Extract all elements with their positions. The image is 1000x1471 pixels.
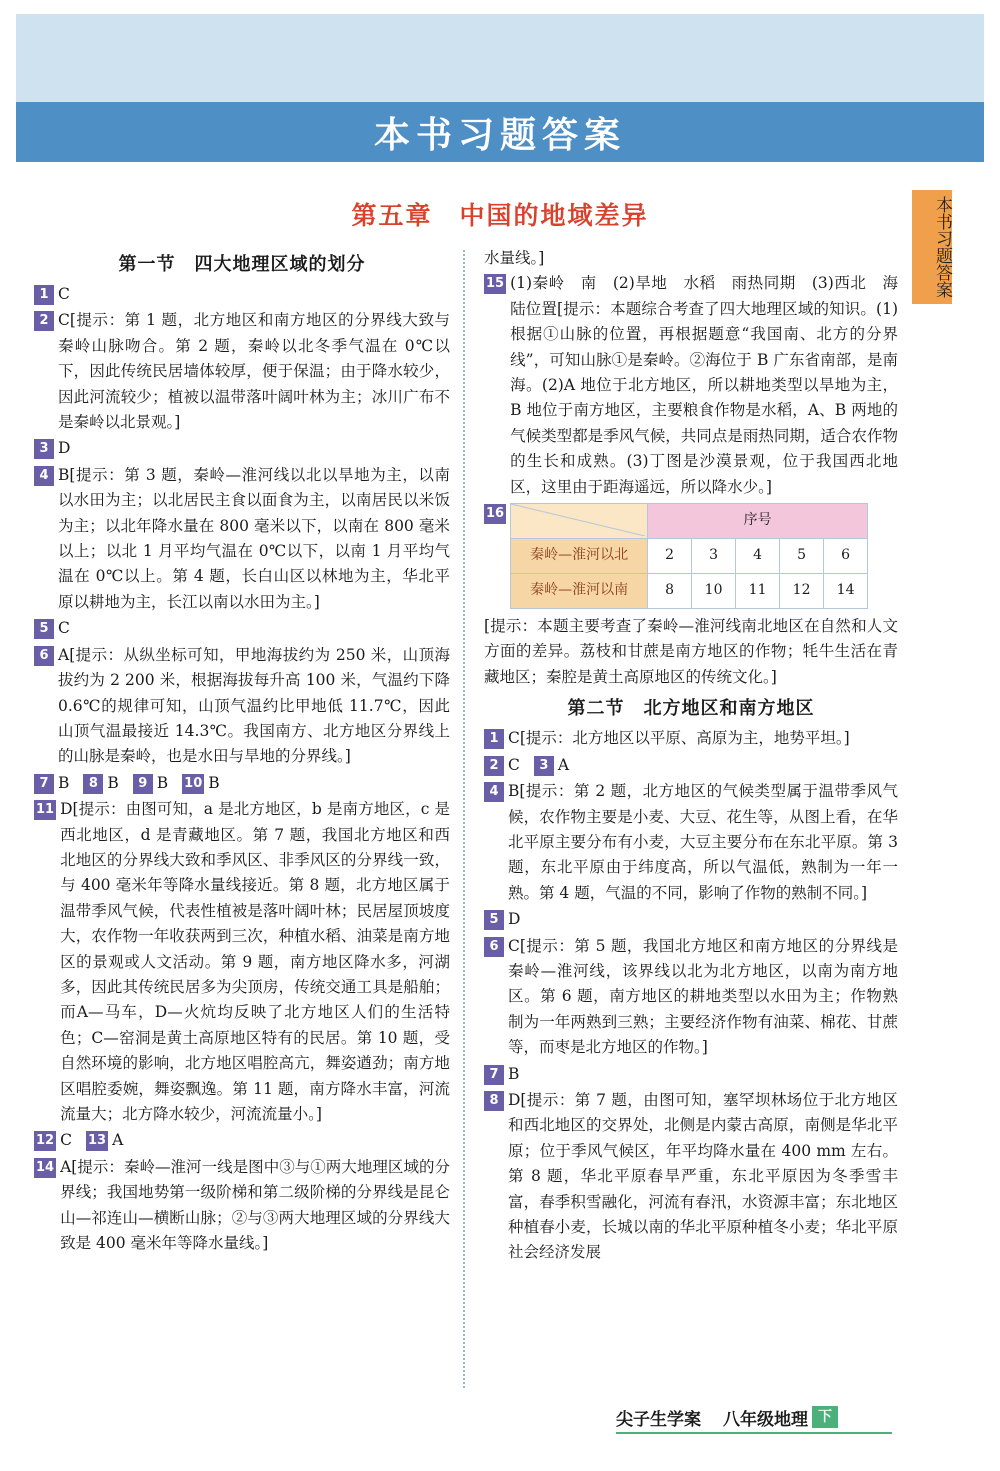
- answer-text: C: [58, 619, 70, 638]
- question-number-badge: 12: [34, 1131, 56, 1151]
- answer-item: [484, 1088, 898, 1266]
- answer-text: C: [508, 755, 520, 774]
- table-cell: 12: [780, 574, 824, 609]
- answer-text: B: [156, 773, 169, 792]
- table-cell: 5: [780, 539, 824, 574]
- answer-row-2-3: [484, 753, 898, 778]
- question-number-badge: 5: [34, 619, 54, 639]
- answer-item: [182, 771, 219, 796]
- chapter-title: 第五章 中国的地域差异: [351, 201, 649, 230]
- answer-item: [534, 753, 569, 778]
- question-number-badge: 6: [484, 937, 504, 957]
- table-cell: 4: [736, 539, 780, 574]
- left-column: [34, 248, 450, 1257]
- page-footer: [616, 1402, 892, 1434]
- answer-item: [484, 934, 898, 1061]
- answer-text: D[提示：第 7 题，由图可知，塞罕坝林场位于北方地区和西北地区的交界处，北侧是内蒙古高原，南侧是华北平原；位于季风气候区，年平均降水量在 400 mm 左右。第 8 题，华北平原春旱严重，东北平原因为冬季雪丰富，春季积雪融化，河流有春汛，水资源丰富；东北地区种植春小麦，长城以南的华北平原种植冬小麦；华北平原社会经济发展: [508, 1090, 898, 1262]
- answer-item: [34, 797, 450, 1127]
- table-cell: 3: [692, 539, 736, 574]
- answer-item: [484, 779, 898, 906]
- answer-item: [484, 271, 898, 500]
- answer-item: [34, 1128, 72, 1153]
- question-number-badge: 9: [133, 774, 153, 794]
- answer-item: [34, 1155, 450, 1257]
- question-number-badge: 15: [484, 274, 506, 294]
- table-diagonal-cell: [511, 504, 648, 539]
- answer-text: B: [208, 773, 220, 792]
- answer-row-7-10: [34, 771, 450, 796]
- answer-item-table: [484, 501, 898, 613]
- question-number-badge: 3: [34, 439, 54, 459]
- top-color-band: [16, 14, 984, 102]
- table-row: [511, 539, 868, 574]
- answer-text: A: [112, 1131, 124, 1150]
- answer-text: (1)秦岭 南 (2)旱地 水稻 雨热同期 (3)西北 海陆位置[提示：本题综合考查了四大地理区域的知识。(1)根据①山脉的位置，再根据题意“我国南、北方的分界线”，可知山脉①是秦岭。②海位于 B 广东省南部，是南海。(2)A 地位于北方地区，所以耕地类型以旱地为主，B 地位于南方地区，主要粮食作物是水稻，A、B 两地的气候类型都是季风气候，共同点是雨热同期，适合农作物的生长和成熟。(3)丁图是沙漠景观，位于我国西北地区，这里由于距海遥远，所以降水少。]: [510, 274, 898, 496]
- answer-text: A[提示：秦岭—淮河一线是图中③与①两大地理区域的分界线；我国地势第一级阶梯和第二级阶梯的分界线是昆仑山—祁连山—横断山脉；②与③两大地理区域的分界线大致是 400 毫米年等降水量线。]: [60, 1157, 450, 1253]
- table-cell: 8: [648, 574, 692, 609]
- question-number-badge: 8: [484, 1091, 504, 1111]
- answer-item: [484, 726, 898, 751]
- answer-text: B: [508, 1064, 520, 1083]
- question-number-badge: 7: [34, 774, 54, 794]
- table-header: 序号: [648, 504, 868, 539]
- answer-item: [133, 771, 168, 796]
- answer-text: C: [60, 1131, 72, 1150]
- answer-text: A[提示：从纵坐标可知，甲地海拔约为 250 米，山顶海拔约为 2 200 米，根据海拔每升高 100 米，气温约下降 0.6℃的规律可知，山顶气温约比甲地低 11.7℃，因此山顶气温最接近 14.3℃。我国南方、北方地区分界线上的山脉是秦岭，也是水田与旱地的分界线。]: [58, 645, 450, 766]
- answer-item: [34, 308, 450, 435]
- answer-item: [484, 907, 898, 932]
- question-number-badge: 4: [484, 782, 504, 802]
- answer-item: [34, 436, 450, 461]
- answer-note: [提示：本题主要考查了秦岭—淮河线南北地区在自然和人文方面的差异。荔枝和甘蔗是南方地区的作物；牦牛生活在青藏地区；秦腔是黄土高原地区的传统文化。]: [484, 617, 898, 686]
- right-column: [484, 246, 898, 1267]
- question-number-badge: 8: [83, 774, 103, 794]
- answer-text: C[提示：第 1 题，北方地区和南方地区的分界线大致与秦岭山脉吻合。第 2 题，秦岭以北冬季气温在 0℃以下，因此传统民居墙体较厚，便于保温；由于降水较少，因此河流较少；植被以温带落叶阔叶林为主；冰川广布不是秦岭以北景观。]: [58, 311, 450, 432]
- question-number-badge: 7: [484, 1065, 504, 1085]
- answer-text: D[提示：由图可知，a 是北方地区，b 是南方地区，c 是西北地区，d 是青藏地区。第 7 题，我国北方地区和西北地区的分界线大致和季风区、非季风区的分界线一致，与 400 毫米年等降水量线接近。第 8 题，北方地区属于温带季风气候，代表性植被是落叶阔叶林；民居屋顶坡度大，农作物一年收获两到三次，种植水稻、油菜是南方地区的景观或人文活动。第 9 题，南方地区降水多，河湖多，因此其传统民居多为尖顶房，传统交通工具是船舶；而A—马车，D—火炕均反映了北方地区人们的生活特色；C—窑洞是黄土高原地区特有的民居。第 10 题，受自然环境的影响，北方地区唱腔高亢，舞姿遒劲；南方地区唱腔委婉，舞姿飘逸。第 11 题，南方降水丰富，河流流量大；北方降水较少，河流流量小。]: [60, 800, 450, 1123]
- section-1-title: 第一节 四大地理区域的划分: [118, 254, 366, 275]
- question-number-badge: 10: [182, 774, 204, 794]
- question-number-badge: 11: [34, 800, 56, 820]
- answer-item: [34, 463, 450, 615]
- answer-text: B: [58, 773, 70, 792]
- question-number-badge: 4: [34, 466, 54, 486]
- table-cell: 6: [824, 539, 868, 574]
- column-divider: [463, 250, 465, 1388]
- answer-item: [83, 771, 118, 796]
- question-number-badge: 14: [34, 1158, 56, 1178]
- answer-text: B[提示：第 3 题，秦岭—淮河线以北以旱地为主，以南以水田为主；以北居民主食以面食为主，以南居民以米饭为主；以北年降水量在 800 毫米以下，以南在 800 毫米以上；以北 1 月平均气温在 0℃以下，以南 1 月平均气温在 0℃以上。第 4 题，长白山区以林地为主，华北平原以耕地为主，长江以南以水田为主。]: [58, 465, 450, 611]
- answer-item: [34, 616, 450, 641]
- page-banner-title: 本书习题答案: [16, 102, 984, 162]
- question-number-badge: 6: [34, 646, 54, 666]
- table-cell: 10: [692, 574, 736, 609]
- answer-text: C[提示：第 5 题，我国北方地区和南方地区的分界线是秦岭—淮河线，该界线以北为北方地区，以南为南方地区。第 6 题，南方地区的耕地类型以水田为主；作物熟制为一年两熟到三熟；主要经济作物有油菜、棉花、甘蔗等，而枣是北方地区的作物。]: [508, 936, 898, 1057]
- answer-text: C: [58, 285, 70, 303]
- answer-item: [34, 643, 450, 770]
- table-cell: 2: [648, 539, 692, 574]
- answer-item: [34, 771, 69, 796]
- answer-text: D: [58, 439, 71, 458]
- diagonal-line: [511, 504, 645, 536]
- answer-item: [86, 1128, 123, 1153]
- answer-item: [484, 1062, 898, 1087]
- question-number-badge: 5: [484, 910, 504, 930]
- question-number-badge: 2: [484, 756, 504, 776]
- continued-text: 水量线。]: [484, 249, 545, 267]
- footer-subject: 八年级地理: [723, 1409, 808, 1430]
- table-row-label: 秦岭—淮河以南: [511, 574, 648, 609]
- footer-book-title: 尖子生学案: [616, 1409, 701, 1430]
- question-number-badge: 13: [86, 1131, 108, 1151]
- table-row: [511, 574, 868, 609]
- answer-text: A: [557, 755, 570, 774]
- side-tab-label: 本书习题答案: [912, 190, 952, 304]
- question-number-badge: 3: [534, 756, 554, 776]
- answer-item: [484, 753, 520, 778]
- question-number-badge: 1: [484, 729, 504, 749]
- answer-text: D: [508, 910, 521, 929]
- table-cell: 14: [824, 574, 868, 609]
- answer-text: C[提示：北方地区以平原、高原为主，地势平坦。]: [508, 729, 850, 748]
- section-2-title: 第二节 北方地区和南方地区: [567, 698, 815, 720]
- question-number-badge: 2: [34, 311, 54, 331]
- question-number-badge: 1: [34, 285, 54, 305]
- answer-text: B[提示：第 2 题，北方地区的气候类型属于温带季风气候，农作物主要是小麦、大豆、花生等，从图上看，在华北平原主要分布有小麦，大豆主要分布在东北平原。第 3 题，东北平原由于纬度高，所以气温低，熟制为一年一熟。第 4 题，气温的不同，影响了作物的熟制不同。]: [508, 782, 898, 902]
- footer-page-marker: 下: [812, 1406, 838, 1428]
- answer-text: B: [107, 773, 119, 792]
- answer-row-12-13: [34, 1128, 450, 1153]
- table-row-label: 秦岭—淮河以北: [511, 539, 648, 574]
- question-number-badge: 16: [484, 504, 506, 524]
- answer-item: [34, 282, 450, 307]
- answer-table: [510, 503, 868, 609]
- table-cell: 11: [736, 574, 780, 609]
